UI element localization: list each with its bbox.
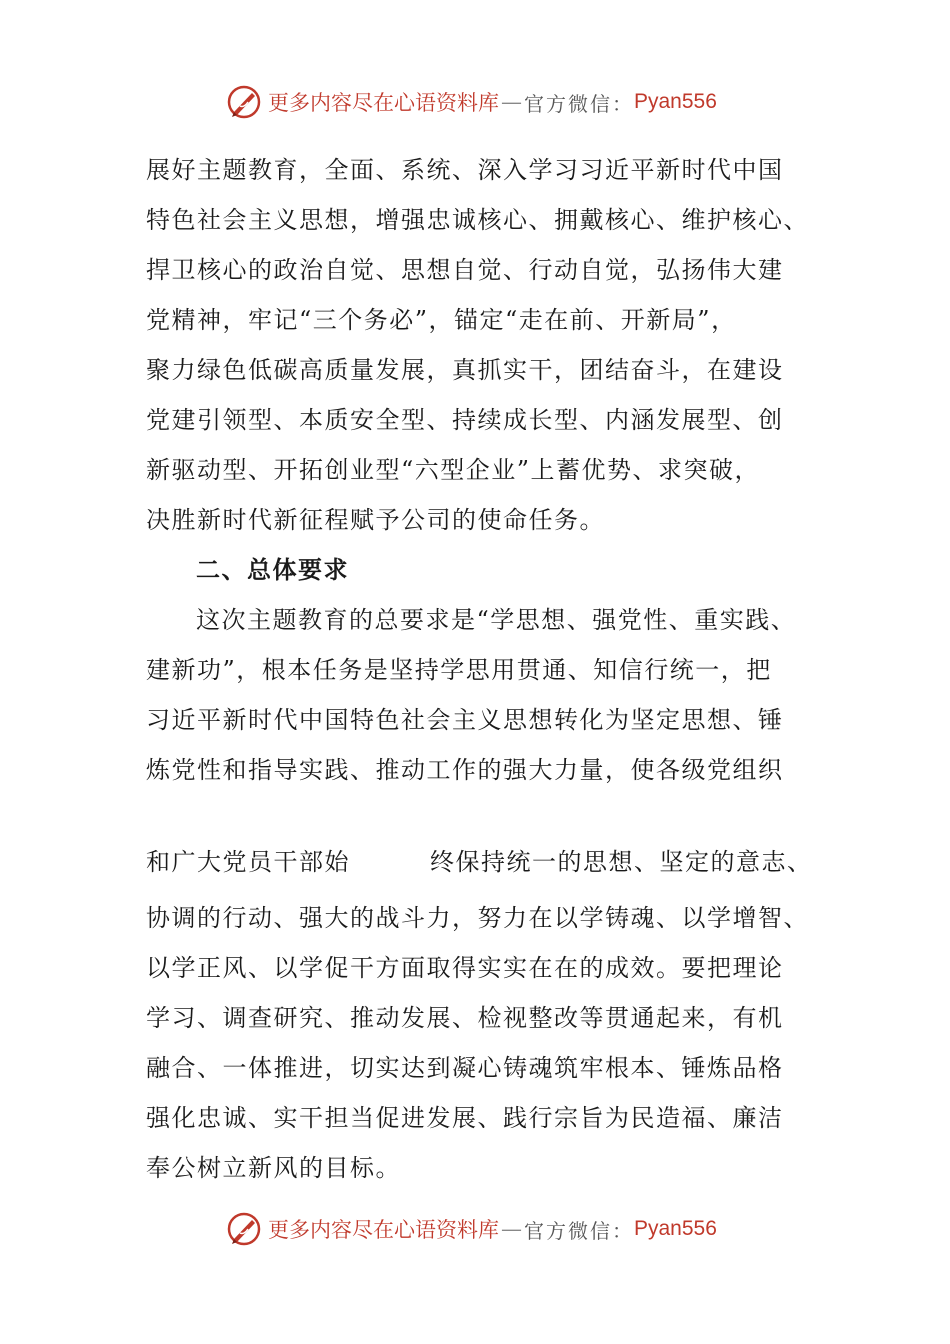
- watermark-site-text: 更多内容尽在心语资料库: [268, 1218, 499, 1242]
- body-line: 聚力绿色低碳高质量发展，真抓实干，团结奋斗，在建设: [146, 356, 784, 384]
- body-line: 协调的行动、强大的战斗力，努力在以学铸魂、以学增智、: [146, 904, 809, 932]
- watermark-account: Pyan556: [634, 90, 717, 113]
- watermark-banner-bottom: [226, 1209, 717, 1249]
- body-line: 以学正风、以学促干方面取得实实在在的成效。要把理论: [146, 954, 784, 982]
- body-line: 展好主题教育，全面、系统、深入学习习近平新时代中国: [146, 156, 784, 184]
- section-heading: 二、总体要求: [196, 556, 349, 584]
- body-line: 炼党性和指导实践、推动工作的强大力量，使各级党组织: [146, 756, 784, 784]
- body-line: 强化忠诚、实干担当促进发展、践行宗旨为民造福、廉洁: [146, 1104, 784, 1132]
- body-line: 特色社会主义思想，增强忠诚核心、拥戴核心、维护核心、: [146, 206, 809, 234]
- body-line: 党精神，牢记“三个务必”，锚定“走在前、开新局”，: [146, 306, 737, 334]
- body-line: 学习、调查研究、推动发展、检视整改等贯通起来，有机: [146, 1004, 784, 1032]
- body-line-split-left: 和广大党员干部始: [146, 848, 350, 876]
- pen-logo-icon: [226, 1211, 262, 1247]
- body-line: 奉公树立新风的目标。: [146, 1154, 401, 1182]
- body-line: 习近平新时代中国特色社会主义思想转化为坚定思想、锤: [146, 706, 784, 734]
- body-line: 这次主题教育的总要求是“学思想、强党性、重实践、: [196, 606, 797, 634]
- watermark-separator: —: [501, 90, 522, 114]
- watermark-label: 官方微信：: [524, 91, 634, 116]
- body-line: 新驱动型、开拓创业型“六型企业”上蓄优势、求突破，: [146, 456, 761, 484]
- watermark-site-text: 更多内容尽在心语资料库: [268, 91, 499, 115]
- body-line: 融合、一体推进，切实达到凝心铸魂筑牢根本、锤炼品格: [146, 1054, 784, 1082]
- watermark-label: 官方微信：: [524, 1218, 634, 1243]
- body-line: 建新功”，根本任务是坚持学思用贯通、知信行统一，把: [146, 656, 772, 684]
- pen-logo-icon: [226, 84, 262, 120]
- body-line-split: [146, 847, 813, 877]
- body-line-split-right: 终保持统一的思想、坚定的意志、: [430, 848, 813, 876]
- watermark-separator: —: [501, 1217, 522, 1241]
- body-line: 党建引领型、本质安全型、持续成长型、内涵发展型、创: [146, 406, 784, 434]
- body-line: 捍卫核心的政治自觉、思想自觉、行动自觉，弘扬伟大建: [146, 256, 784, 284]
- watermark-account: Pyan556: [634, 1217, 717, 1240]
- watermark-banner-top: [226, 82, 717, 122]
- body-line: 决胜新时代新征程赋予公司的使命任务。: [146, 506, 605, 534]
